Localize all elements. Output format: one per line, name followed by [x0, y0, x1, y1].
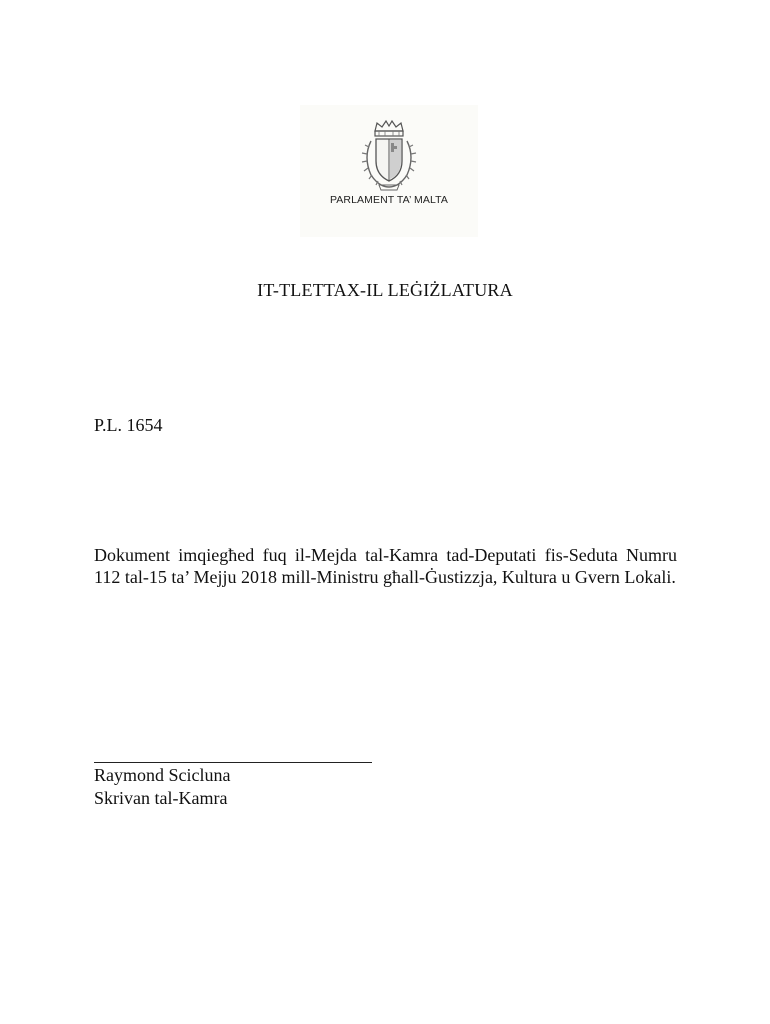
legislature-heading: IT-TLETTAX-IL LEĠIŻLATURA [257, 280, 513, 300]
signature-line [94, 762, 372, 763]
emblem-label: PARLAMENT TA’ MALTA [329, 194, 448, 206]
document-reference: P.L. 1654 [94, 415, 163, 435]
document-body: Dokument imqiegħed fuq il-Mejda tal-Kamra tad-Deputati fis-Seduta Numru 112 tal-15 ta’ Mejju 2018 mill-Ministru għall-Ġustizzja, Kultura u Gvern Lokali. [94, 545, 677, 587]
coat-of-arms-icon [349, 117, 429, 197]
parliament-emblem [300, 105, 478, 237]
signatory-title: Skrivan tal-Kamra [94, 788, 228, 808]
signatory-name: Raymond Scicluna [94, 765, 231, 785]
